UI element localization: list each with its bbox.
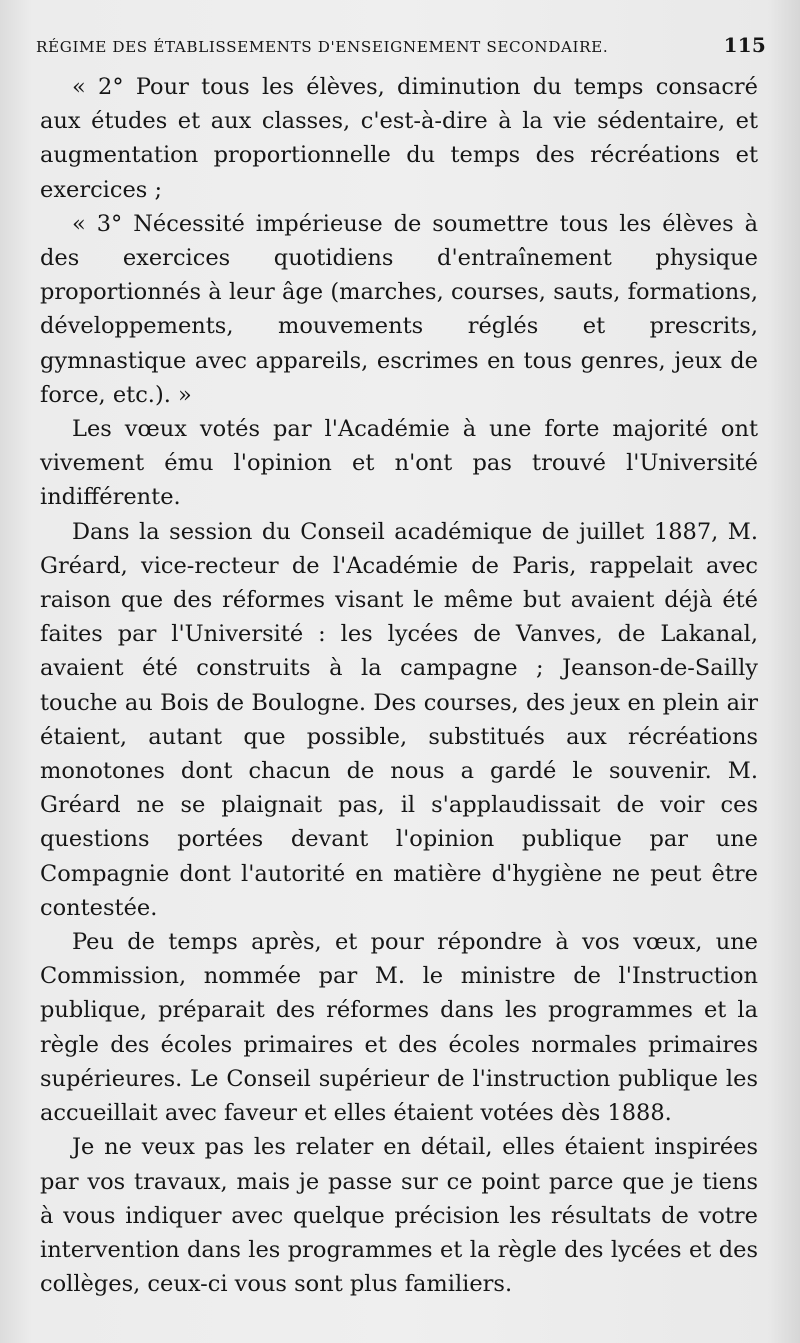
running-header	[36, 33, 766, 63]
paragraph-item-2: « 2° Pour tous les élèves, diminution du temps consacré aux études et aux classes, c'est-à-dire à la vie sédentaire, et augmentation proportionnelle du temps des récréations et exercices ;	[40, 74, 758, 203]
body-text	[40, 70, 758, 1301]
running-title: RÉGIME DES ÉTABLISSEMENTS D'ENSEIGNEMENT SECONDAIRE.	[36, 38, 609, 56]
paragraph-voeux: Les vœux votés par l'Académie à une forte majorité ont vivement ému l'opinion et n'ont pas trouvé l'Université indifférente.	[40, 416, 758, 511]
paragraph-item-3: « 3° Nécessité impérieuse de soumettre tous les élèves à des exercices quotidiens d'entraînement physique proportionnés à leur âge (marches, courses, sauts, formations, développements, mouvements réglés et prescrits, gymnastique avec appareils, escrimes en tous genres, jeux de force, etc.). »	[40, 210, 758, 408]
paragraph-conseil-academique: Dans la session du Conseil académique de juillet 1887, M. Gréard, vice-recteur de l'Académie de Paris, rappelait avec raison que des réformes visant le même but avaient déjà été faites par l'Université : les lycées de Vanves, de Lakanal, avaient été construits à la campagne ; Jeanson-de-Sailly touche au Bois de Boulogne. Des courses, des jeux en plein air étaient, autant que possible, substitués aux récréations monotones dont chacun de nous a gardé le souvenir. M. Gréard ne se plaignait pas, il s'applaudissait de voir ces questions portées devant l'opinion publique par une Compagnie dont l'autorité en matière d'hygiène ne peut être contestée.	[40, 518, 758, 921]
page-number: 115	[723, 33, 766, 57]
paragraph-commission: Peu de temps après, et pour répondre à vos vœux, une Commission, nommée par M. le ministre de l'Instruction publique, préparait des réformes dans les programmes et la règle des écoles primaires et des écoles normales primaires supérieures. Le Conseil supérieur de l'instruction publique les accueillait avec faveur et elles étaient votées dès 1888.	[40, 929, 758, 1127]
paragraph-conclusion: Je ne veux pas les relater en détail, elles étaient inspirées par vos travaux, mais je passe sur ce point parce que je tiens à vous indiquer avec quelque précision les résultats de votre intervention dans les programmes et la règle des lycées et des collèges, ceux-ci vous sont plus familiers.	[40, 1134, 758, 1298]
